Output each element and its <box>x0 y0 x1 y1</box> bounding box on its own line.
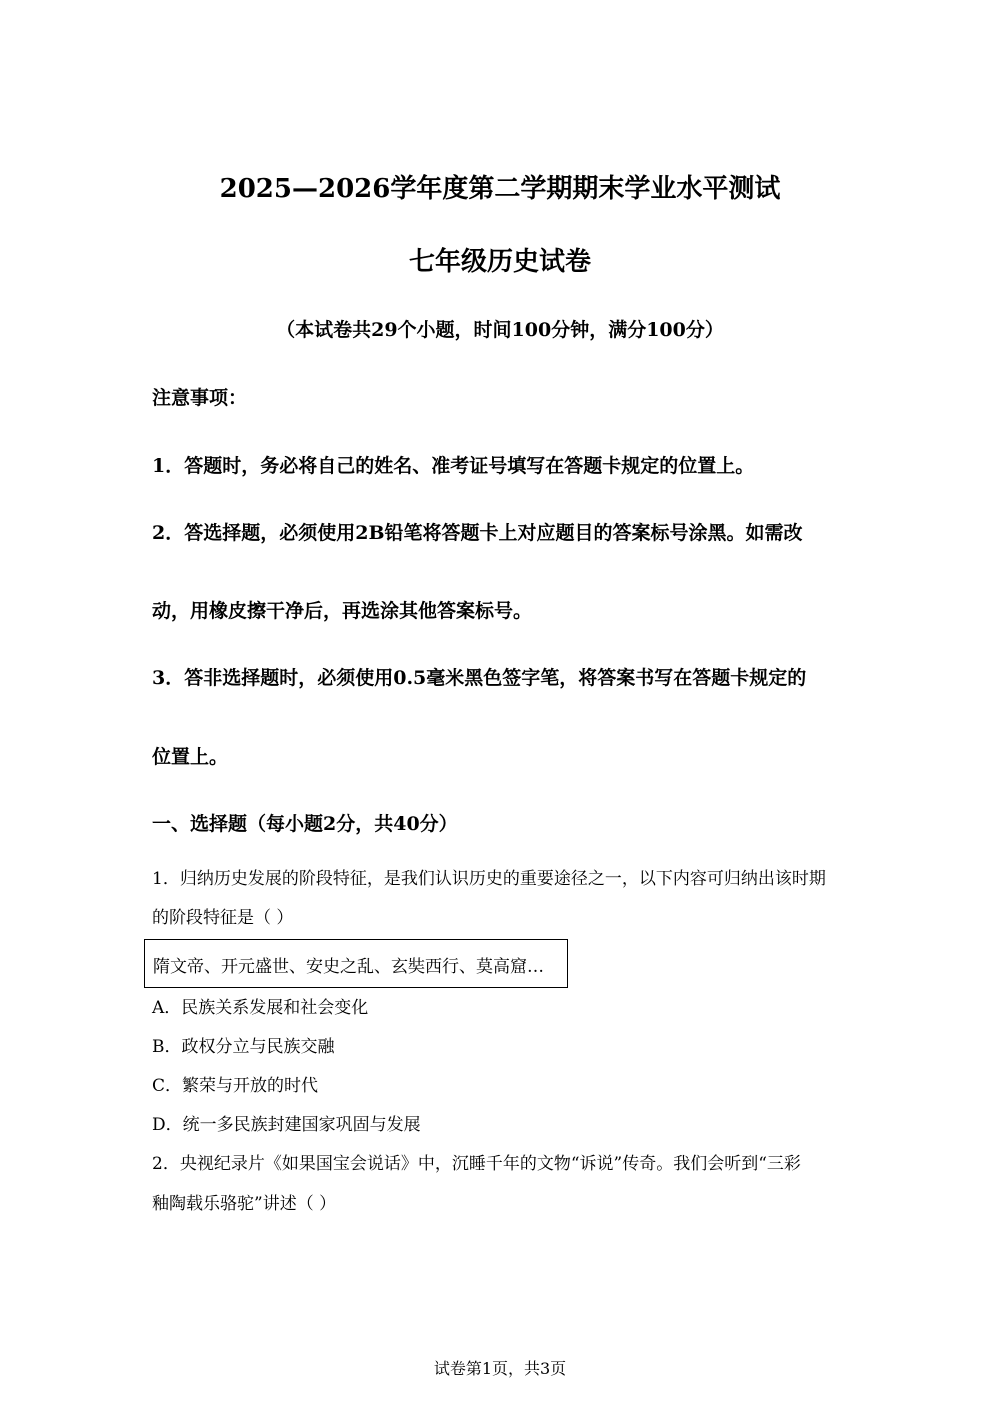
page-footer: 试卷第1页，共3页 <box>433 1359 567 1378</box>
question-1-stem-line-1: 1．归纳历史发展的阶段特征，是我们认识历史的重要途径之一，以下内容可归纳出该时期 <box>152 869 826 889</box>
question-1-material-box <box>144 939 568 988</box>
notice-line-3: 动，用橡皮擦干净后，再选涂其他答案标号。 <box>152 600 533 622</box>
question-2-stem-line-2: 釉陶载乐骆驼”讲述（ ） <box>152 1194 337 1214</box>
notice-line-5: 位置上。 <box>152 746 229 768</box>
question-1-option-c: C．繁荣与开放的时代 <box>152 1076 319 1096</box>
question-1-stem-line-2: 的阶段特征是（ ） <box>152 908 294 928</box>
notice-line-4: 3．答非选择题时，必须使用0.5毫米黑色签字笔，将答案书写在答题卡规定的 <box>152 667 807 689</box>
notice-line-2: 2．答选择题，必须使用2B铅笔将答题卡上对应题目的答案标号涂黑。如需改 <box>152 522 803 544</box>
section-heading: 一、选择题（每小题2分，共40分） <box>152 813 458 835</box>
exam-title: 2025—2026学年度第二学期期末学业水平测试 <box>219 174 781 204</box>
question-2-stem-line-1: 2．央视纪录片《如果国宝会说话》中，沉睡千年的文物“诉说”传奇。我们会听到“三彩 <box>152 1154 801 1174</box>
question-1-option-b: B．政权分立与民族交融 <box>152 1037 335 1057</box>
exam-subtitle: 七年级历史试卷 <box>408 247 591 277</box>
notice-heading: 注意事项： <box>152 387 248 409</box>
question-1-material-text: 隋文帝、开元盛世、安史之乱、玄奘西行、莫高窟… <box>153 957 544 977</box>
question-1-option-a: A．民族关系发展和社会变化 <box>152 998 369 1018</box>
notice-line-1: 1．答题时，务必将自己的姓名、准考证号填写在答题卡规定的位置上。 <box>152 455 755 477</box>
exam-info: （本试卷共29个小题，时间100分钟，满分100分） <box>276 319 724 341</box>
question-1-option-d: D．统一多民族封建国家巩固与发展 <box>152 1115 421 1135</box>
